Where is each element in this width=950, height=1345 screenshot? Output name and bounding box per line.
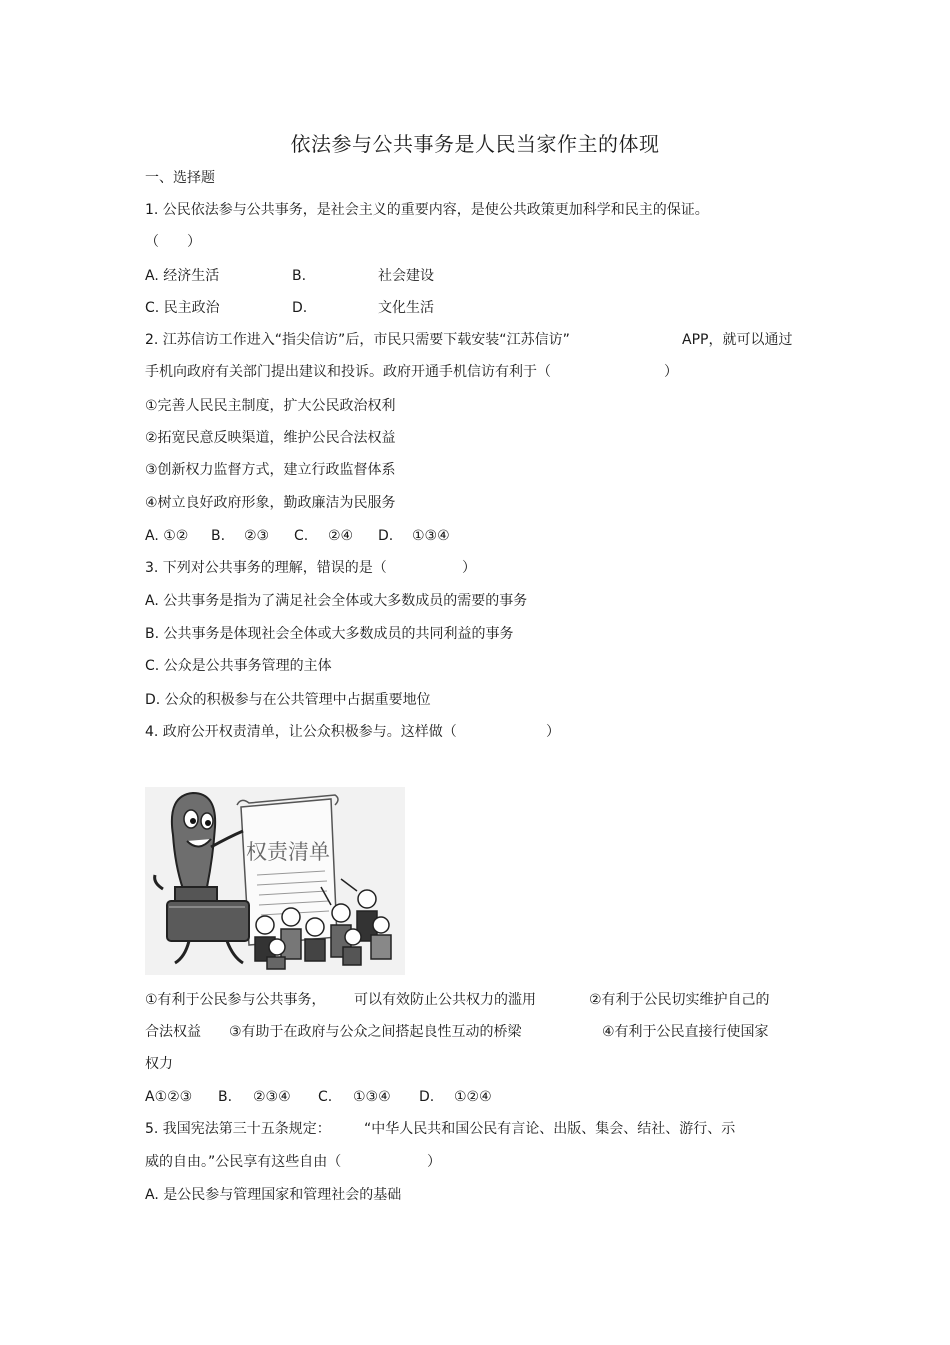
document-title: 依法参与公共事务是人民当家作主的体现 <box>290 132 660 156</box>
q4-statement-line1b: 可以有效防止公共权力的滥用 <box>354 992 536 1008</box>
q2-stem-line1-app: APP，就可以通过 <box>682 332 793 348</box>
q4-statement-line1a: ①有利于公民参与公共事务， <box>145 992 326 1008</box>
q2-option-b: B. <box>211 528 226 544</box>
q1-option-b-text: 社会建设 <box>378 268 434 284</box>
q2-stem-line1: 2. 江苏信访工作进入“指尖信访”后，市民只需要下载安装“江苏信访” <box>145 332 570 348</box>
q4-option-d: D. <box>419 1089 435 1105</box>
q4-statement-line2c: ④有利于公民直接行使国家 <box>602 1024 769 1040</box>
q4-option-d-value: ①②④ <box>454 1089 492 1105</box>
q3-stem: 3. 下列对公共事务的理解，错误的是（ <box>145 560 387 576</box>
q2-option-d-value: ①③④ <box>412 528 450 544</box>
q4-option-b-value: ②③④ <box>253 1089 291 1105</box>
q2-option-d: D. <box>378 528 394 544</box>
q2-stem-line2: 手机向政府有关部门提出建议和投诉。政府开通手机信访有利于（ <box>145 364 551 380</box>
q4-option-b: B. <box>218 1089 233 1105</box>
q5-stem-line1b: “中华人民共和国公民有言论、出版、集会、结社、游行、示 <box>364 1121 736 1137</box>
q3-option-b: B. 公共事务是体现社会全体或大多数成员的共同利益的事务 <box>145 626 514 642</box>
q3-stem-close-paren: ） <box>462 560 476 576</box>
q2-option-b-value: ②③ <box>244 528 270 544</box>
q2-option-c: C. <box>294 528 309 544</box>
q3-option-c: C. 公众是公共事务管理的主体 <box>145 658 332 674</box>
q1-option-a: A. 经济生活 <box>145 268 220 284</box>
q2-option-c-value: ②④ <box>328 528 354 544</box>
section-heading: 一、选择题 <box>145 170 215 186</box>
q5-stem-line1a: 5. 我国宪法第三十五条规定： <box>145 1121 331 1137</box>
q5-option-a: A. 是公民参与管理国家和管理社会的基础 <box>145 1187 402 1203</box>
q2-stem-close-paren: ） <box>664 364 678 380</box>
q4-statement-line2a: 合法权益 <box>145 1024 201 1040</box>
power-list-illustration <box>145 787 405 975</box>
q2-statement-3: ③创新权力监督方式，建立行政监督体系 <box>145 462 396 478</box>
q2-statement-4: ④树立良好政府形象，勤政廉洁为民服务 <box>145 495 396 511</box>
illustration-caption: 权责清单 <box>246 840 330 864</box>
q1-option-b-letter: B. <box>292 268 307 284</box>
q4-option-c-value: ①③④ <box>353 1089 391 1105</box>
q1-option-c: C. 民主政治 <box>145 300 220 316</box>
q4-option-a: A①②③ <box>145 1089 193 1105</box>
q3-option-a: A. 公共事务是指为了满足社会全体或大多数成员的需要的事务 <box>145 593 528 609</box>
q1-option-d-letter: D. <box>292 300 308 316</box>
q4-statement-line2b: ③有助于在政府与公众之间搭起良性互动的桥梁 <box>229 1024 522 1040</box>
q4-stem-close-paren: ） <box>546 724 560 740</box>
q2-statement-2: ②拓宽民意反映渠道，维护公民合法权益 <box>145 430 396 446</box>
q4-stem: 4. 政府公开权责清单，让公众积极参与。这样做（ <box>145 724 457 740</box>
q5-stem-line2: 威的自由。”公民享有这些自由（ <box>145 1154 342 1170</box>
q1-option-d-text: 文化生活 <box>378 300 434 316</box>
q4-statement-line1c: ②有利于公民切实维护自己的 <box>589 992 770 1008</box>
q5-stem-close-paren: ） <box>427 1154 441 1170</box>
q4-option-c: C. <box>318 1089 333 1105</box>
q1-stem: 1. 公民依法参与公共事务，是社会主义的重要内容，是使公共政策更加科学和民主的保证。 <box>145 202 709 218</box>
q2-statement-1: ①完善人民民主制度，扩大公民政治权利 <box>145 398 396 414</box>
q1-paren: （ ） <box>145 234 201 250</box>
q2-option-a: A. ①② <box>145 528 189 544</box>
q4-statement-line3: 权力 <box>145 1056 173 1072</box>
q3-option-d: D. 公众的积极参与在公共管理中占据重要地位 <box>145 692 431 708</box>
